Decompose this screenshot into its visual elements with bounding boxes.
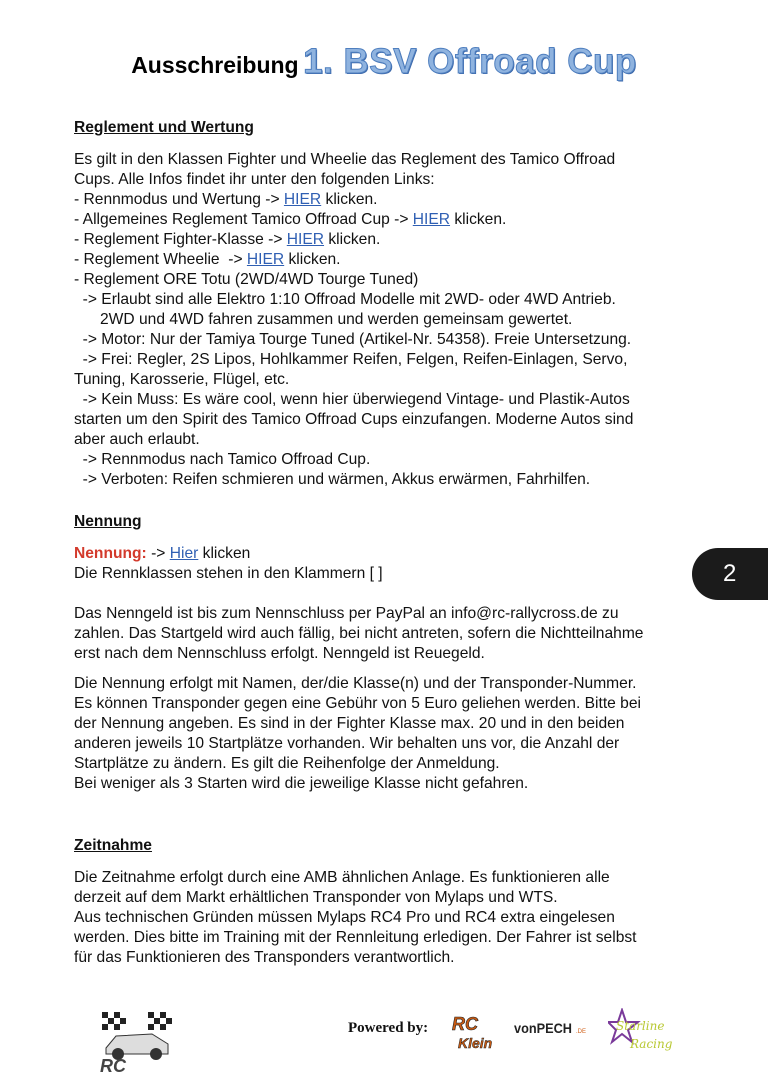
text-line bbox=[74, 928, 714, 948]
section-heading: Reglement und Wertung bbox=[74, 119, 254, 136]
page-title bbox=[0, 42, 768, 82]
section-body bbox=[74, 868, 714, 968]
text-line bbox=[74, 250, 714, 270]
line-text: -> bbox=[146, 545, 170, 562]
text-line bbox=[74, 888, 714, 908]
link-hier[interactable]: Hier bbox=[169, 545, 199, 562]
text-line bbox=[74, 150, 714, 170]
text-line bbox=[74, 190, 714, 210]
vonpech-logo bbox=[514, 1018, 594, 1038]
text-line bbox=[74, 270, 714, 290]
nennung-label: Nennung: bbox=[74, 545, 147, 562]
line-text: - Rennmodus und Wertung -> bbox=[74, 191, 284, 208]
svg-text:.DE: .DE bbox=[576, 1029, 587, 1035]
line-text: 2WD und 4WD fahren zusammen und werden gemeinsam gewertet. bbox=[74, 311, 573, 328]
line-text: der Nennung angeben. Es sind in der Fighter Klasse max. 20 und in den beiden bbox=[74, 715, 625, 732]
svg-text:RC: RC bbox=[452, 1014, 478, 1034]
text-line bbox=[74, 714, 714, 734]
title-main: 1. BSV Offroad Cup bbox=[303, 42, 637, 81]
section-heading: Nennung bbox=[74, 513, 142, 530]
svg-text:Racing: Racing bbox=[630, 1037, 673, 1051]
link-hier[interactable]: HIER bbox=[286, 231, 325, 248]
line-text: Das Nenngeld ist bis zum Nennschluss per PayPal an info@rc-rallycross.de zu bbox=[74, 605, 619, 622]
text-line bbox=[74, 674, 714, 694]
document-content bbox=[74, 118, 714, 968]
line-text: Die Nennung erfolgt mit Namen, der/die Klasse(n) und der Transponder-Nummer. bbox=[74, 675, 637, 692]
svg-text:Klein: Klein bbox=[458, 1035, 493, 1051]
text-line bbox=[74, 694, 714, 714]
rc-klein-logo bbox=[450, 1012, 496, 1052]
text-line bbox=[74, 624, 714, 644]
line-text: -> Motor: Nur der Tamiya Tourge Tuned (Artikel-Nr. 54358). Freie Untersetzung. bbox=[74, 331, 632, 348]
text-line bbox=[74, 734, 714, 754]
link-hier[interactable]: HIER bbox=[246, 251, 285, 268]
text-line bbox=[74, 410, 714, 430]
line-text: -> Verboten: Reifen schmieren und wärmen, Akkus erwärmen, Fahrhilfen. bbox=[74, 471, 591, 488]
text-line bbox=[74, 584, 714, 604]
text-line bbox=[74, 330, 714, 350]
footer bbox=[0, 1000, 768, 1076]
text-line bbox=[74, 564, 714, 584]
line-text-after: klicken. bbox=[284, 251, 341, 268]
text-line bbox=[74, 230, 714, 250]
line-text: Startplätze zu ändern. Es gilt die Reihenfolge der Anmeldung. bbox=[74, 755, 500, 772]
page-number-badge: 2 bbox=[692, 548, 768, 600]
starline-racing-logo bbox=[608, 1008, 680, 1056]
line-text: - Reglement Wheelie -> bbox=[74, 251, 247, 268]
line-text: Die Zeitnahme erfolgt durch eine AMB ähnlichen Anlage. Es funktionieren alle bbox=[74, 869, 610, 886]
line-text-after: klicken. bbox=[450, 211, 507, 228]
section-nennung bbox=[74, 512, 714, 794]
text-line bbox=[74, 450, 714, 470]
line-text: zahlen. Das Startgeld wird auch fällig, bei nicht antreten, sofern die Nichtteilnahme bbox=[74, 625, 644, 642]
line-text: -> Kein Muss: Es wäre cool, wenn hier überwiegend Vintage- und Plastik-Autos bbox=[74, 391, 630, 408]
svg-text:vonPECH: vonPECH bbox=[514, 1020, 572, 1036]
text-line bbox=[74, 948, 714, 968]
link-hier[interactable]: HIER bbox=[412, 211, 451, 228]
text-line bbox=[74, 430, 714, 450]
section-heading: Zeitnahme bbox=[74, 837, 152, 854]
text-line bbox=[74, 390, 714, 410]
text-line bbox=[74, 754, 714, 774]
line-text: anderen jeweils 10 Startplätze vorhanden. Wir behalten uns vor, die Anzahl der bbox=[74, 735, 620, 752]
line-text: -> Erlaubt sind alle Elektro 1:10 Offroad Modelle mit 2WD- oder 4WD Antrieb. bbox=[74, 291, 616, 308]
line-text: - Allgemeines Reglement Tamico Offroad Cup -> bbox=[74, 211, 413, 228]
section-body bbox=[74, 544, 714, 794]
text-line bbox=[74, 604, 714, 624]
line-text-after: klicken. bbox=[324, 231, 381, 248]
section-reglement-und-wertung bbox=[74, 118, 714, 490]
title-prefix: Ausschreibung bbox=[131, 52, 299, 78]
powered-by-label: Powered by: bbox=[348, 1020, 429, 1036]
line-text: - Reglement Fighter-Klasse -> bbox=[74, 231, 287, 248]
text-line bbox=[74, 310, 714, 330]
line-text-after: klicken. bbox=[321, 191, 378, 208]
line-text: Bei weniger als 3 Starten wird die jeweilige Klasse nicht gefahren. bbox=[74, 775, 529, 792]
line-text: starten um den Spirit des Tamico Offroad Cups einzufangen. Moderne Autos sind bbox=[74, 411, 634, 428]
line-text: - Reglement ORE Totu (2WD/4WD Tourge Tuned) bbox=[74, 271, 419, 288]
line-text: für das Funktionieren des Transponders verantwortlich. bbox=[74, 949, 455, 966]
line-text: werden. Dies bitte im Training mit der Rennleitung erledigen. Der Fahrer ist selbst bbox=[74, 929, 637, 946]
svg-text:Starline: Starline bbox=[616, 1019, 665, 1033]
rc-logo-text: RC bbox=[100, 1056, 126, 1074]
line-text: -> Frei: Regler, 2S Lipos, Hohlkammer Reifen, Felgen, Reifen-Einlagen, Servo, bbox=[74, 351, 628, 368]
text-line bbox=[74, 868, 714, 888]
text-line bbox=[74, 170, 714, 190]
text-line bbox=[74, 350, 714, 370]
text-line bbox=[74, 370, 714, 390]
line-text-after: klicken bbox=[198, 545, 251, 562]
line-text: aber auch erlaubt. bbox=[74, 431, 200, 448]
line-text: Aus technischen Gründen müssen Mylaps RC4 Pro und RC4 extra eingelesen bbox=[74, 909, 615, 926]
text-line bbox=[74, 908, 714, 928]
line-text: Es gilt in den Klassen Fighter und Wheelie das Reglement des Tamico Offroad bbox=[74, 151, 616, 168]
section-body bbox=[74, 150, 714, 490]
section-zeitnahme bbox=[74, 836, 714, 968]
text-line bbox=[74, 210, 714, 230]
line-text: Die Rennklassen stehen in den Klammern [ ] bbox=[74, 565, 383, 582]
text-line bbox=[74, 470, 714, 490]
line-text: -> Rennmodus nach Tamico Offroad Cup. bbox=[74, 451, 371, 468]
text-line bbox=[74, 644, 714, 664]
line-text: erst nach dem Nennschluss erfolgt. Nenngeld ist Reuegeld. bbox=[74, 645, 485, 662]
line-text: Es können Transponder gegen eine Gebühr von 5 Euro geliehen werden. Bitte bei bbox=[74, 695, 641, 712]
rc-motorsport-logo bbox=[96, 1002, 178, 1074]
line-text: derzeit auf dem Markt erhältlichen Transponder von Mylaps und WTS. bbox=[74, 889, 558, 906]
line-text: Cups. Alle Infos findet ihr unter den folgenden Links: bbox=[74, 171, 435, 188]
text-line bbox=[74, 774, 714, 794]
line-text: Tuning, Karosserie, Flügel, etc. bbox=[74, 371, 290, 388]
text-line bbox=[74, 544, 714, 564]
link-hier[interactable]: HIER bbox=[283, 191, 322, 208]
text-line bbox=[74, 290, 714, 310]
